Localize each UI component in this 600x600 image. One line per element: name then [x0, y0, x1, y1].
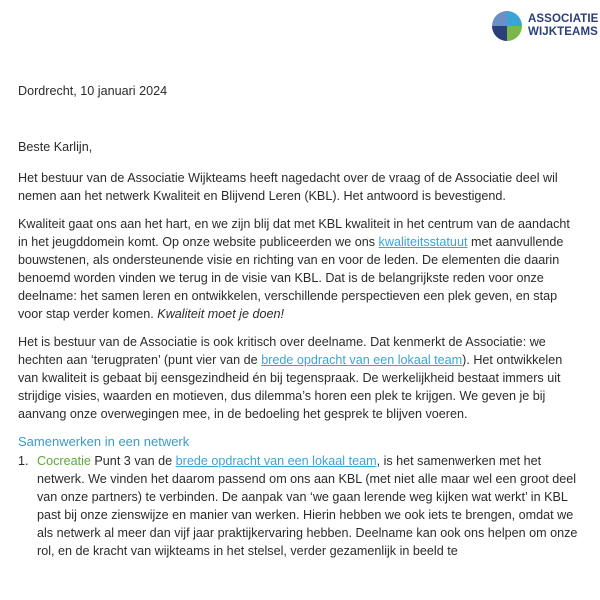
list-item-text-a: Punt 3 van de: [90, 454, 176, 468]
paragraph-3-text-b: ). Het ontwikkelen van kwaliteit is gebaat bij eensgezindheid én bij tegenspraak. De werkelijkheid bestaat immers uit strijdige visies, waarden en motieven, dus dilemma’s horen een plek te krijgen. We geven je bij aanvang onze overwegingen mee, in de bedoeling het gesprek te blijven voeren.: [18, 353, 563, 421]
list-item: [18, 452, 583, 560]
paragraph-3: [18, 333, 583, 423]
brede-opdracht-link-2[interactable]: brede opdracht van een lokaal team: [175, 454, 377, 468]
list-item-text-b: , is het samenwerken met het netwerk. We vinden het daarom passend om ons aan KBL (met niet alle maar wel een groot deel van onze partners) te verbinden. De aanpak van ‘we gaan lerende weg kijken wat werkt’ in KBL past bij onze zienswijze en manier van werken. Hierin hebben we ook iets te brengen, omdat we als netwerk al meer dan vijf jaar praktijkervaring hebben. Deelname kan ook ons helpen om onze rol, en de kracht van wijkteams in het stelsel, verder gezamenlijk in beeld te: [37, 454, 578, 558]
dateline: Dordrecht, 10 januari 2024: [18, 84, 168, 98]
paragraph-2-text-b: met aanvullende bouwstenen, als ondersteunende visie en richting van en voor de leden. De elementen die daarin benoemd worden vinden we terug in de visie van KBL. Dat is de belangrijkste reden voor onze deelname: het samen leren en ontwikkelen, verschillende perspectieven een plek geven, en stap voor stap verder komen.: [18, 235, 564, 321]
paragraph-2-emphasis: Kwaliteit moet je doen!: [157, 307, 285, 321]
logo-text: [528, 13, 598, 39]
kwaliteitsstatuut-link[interactable]: kwaliteitsstatuut: [378, 235, 468, 249]
list-item-number: 1.: [18, 454, 29, 468]
greeting: Beste Karlijn,: [18, 140, 93, 154]
brede-opdracht-link[interactable]: brede opdracht van een lokaal team: [261, 353, 463, 367]
list-item-keyword: Cocreatie: [37, 454, 91, 468]
logo-line-1: ASSOCIATIE: [528, 13, 599, 25]
paragraph-2: [18, 215, 583, 323]
numbered-list: [18, 452, 583, 560]
paragraph-3-text-a: Het is bestuur van de Associatie is ook kritisch over deelname. Dat kenmerkt de Associatie: we hechten aan ‘terugpraten’ (punt vier van de: [18, 335, 546, 367]
letter-body: [18, 82, 583, 560]
associatie-logo-icon: [490, 9, 524, 43]
paragraph-1: Het bestuur van de Associatie Wijkteams heeft nagedacht over de vraag of de Associatie deel wil nemen aan het netwerk Kwaliteit en Blijvend Leren (KBL). Het antwoord is bevestigend.: [18, 171, 558, 203]
section-heading: Samenwerken in een netwerk: [18, 434, 190, 449]
associatie-logo: [490, 9, 598, 43]
logo-line-2: WIJKTEAMS: [528, 26, 598, 38]
list-item-body: [37, 452, 583, 560]
paragraph-2-text-a: Kwaliteit gaat ons aan het hart, en we zijn blij dat met KBL kwaliteit in het centrum van de aandacht in het jeugddomein komt. Op onze website publiceerden we ons: [18, 217, 570, 249]
